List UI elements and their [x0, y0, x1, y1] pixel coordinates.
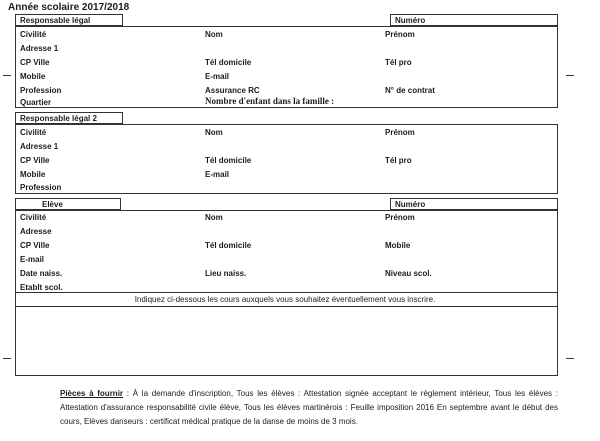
documents-required-label: Pièces à fournir — [60, 389, 124, 398]
label-civilite: Civilité — [20, 213, 47, 222]
label-email: E-mail — [205, 72, 230, 81]
divider — [15, 306, 558, 307]
label-prenom: Prénom — [385, 30, 415, 39]
label-civilite: Civilité — [20, 128, 47, 137]
label-tel-pro: Tél pro — [385, 156, 412, 165]
label-quartier: Quartier — [20, 98, 52, 107]
margin-tick — [566, 75, 574, 76]
label-prenom: Prénom — [385, 213, 415, 222]
label-nom: Nom — [205, 213, 223, 222]
label-tel-domicile: Tél domicile — [205, 241, 252, 250]
label-etablissement-scolaire: Etablt scol. — [20, 283, 63, 292]
eleve-box — [15, 210, 558, 376]
label-mobile: Mobile — [20, 72, 46, 81]
responsable1-numero-tab: Numéro — [390, 14, 558, 26]
responsable1-tab: Responsable légal — [15, 14, 123, 26]
label-assurance-rc: Assurance RC — [205, 86, 260, 95]
documents-required-note — [60, 387, 558, 429]
divider — [15, 292, 558, 293]
label-lieu-naissance: Lieu naiss. — [205, 269, 247, 278]
label-tel-pro: Tél pro — [385, 58, 412, 67]
responsable2-tab: Responsable légal 2 — [15, 112, 123, 124]
label-niveau-scolaire: Niveau scol. — [385, 269, 432, 278]
label-profession: Profession — [20, 183, 62, 192]
label-cp-ville: CP Ville — [20, 58, 50, 67]
label-date-naissance: Date naiss. — [20, 269, 63, 278]
label-nom: Nom — [205, 128, 223, 137]
courses-instruction: Indiquez ci-dessous les cours auxquels vous souhaitez éventuellement vous inscrire. — [134, 295, 436, 304]
margin-tick — [3, 75, 11, 76]
label-numero-contrat: N° de contrat — [385, 86, 435, 95]
label-adresse: Adresse 1 — [20, 142, 59, 151]
documents-required-text: : À la demande d'inscription, Tous les élèves : Attestation signée acceptant le règlement intérieur, Tous les élèves : Attestation d'assurance responsabilité civile élève, Tous les élèves martinérois : Feuille imposition 2016 En septembre avant le début des cours, Elèves danseurs : certificat médical pratique de la danse de moins de 3 mois. — [60, 389, 559, 426]
label-civilite: Civilité — [20, 30, 47, 39]
label-nom: Nom — [205, 30, 223, 39]
label-tel-domicile: Tél domicile — [205, 58, 252, 67]
label-prenom: Prénom — [385, 128, 415, 137]
label-mobile: Mobile — [20, 170, 46, 179]
responsable2-box — [15, 124, 558, 194]
label-cp-ville: CP Ville — [20, 241, 50, 250]
label-email: E-mail — [20, 255, 45, 264]
eleve-numero-tab: Numéro — [390, 198, 558, 210]
label-mobile: Mobile — [385, 241, 411, 250]
label-cp-ville: CP Ville — [20, 156, 50, 165]
margin-tick — [566, 358, 574, 359]
label-profession: Profession — [20, 86, 62, 95]
label-nombre-enfants: Nombre d'enfant dans la famille : — [205, 96, 335, 106]
eleve-tab: Elève — [15, 198, 121, 210]
label-email: E-mail — [205, 170, 230, 179]
label-adresse: Adresse 1 — [20, 44, 59, 53]
margin-tick — [3, 358, 11, 359]
label-adresse: Adresse — [20, 227, 52, 236]
label-tel-domicile: Tél domicile — [205, 156, 252, 165]
school-year-title: Année scolaire 2017/2018 — [8, 2, 130, 13]
